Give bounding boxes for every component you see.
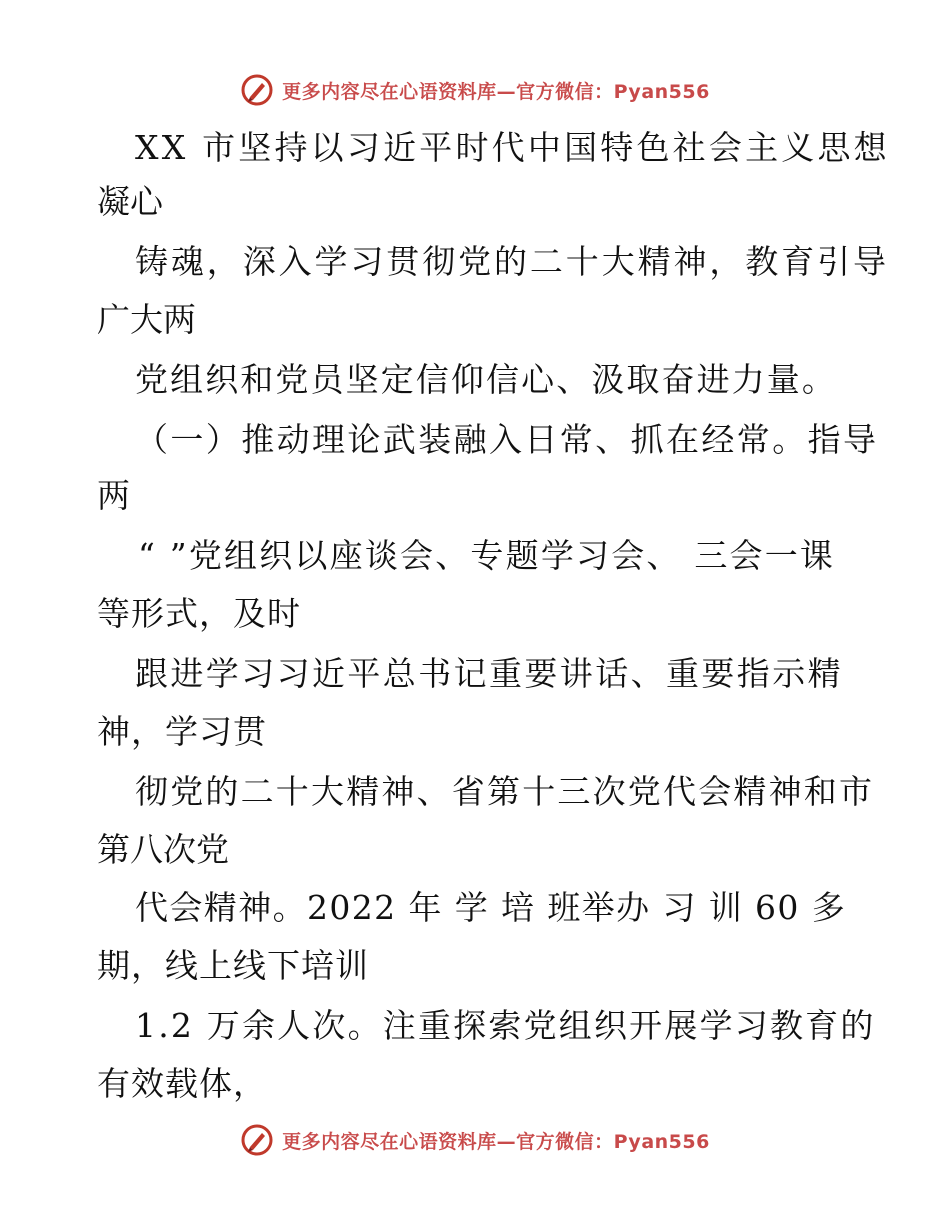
text-line: 第八次党 (97, 830, 229, 869)
text-line: 两 (97, 476, 130, 515)
pen-logo-icon (240, 73, 274, 107)
text-line: 有效载体， (97, 1064, 267, 1103)
text-line: “ ”党组织以座谈会、专题学习会、 三会一课 (138, 536, 836, 575)
watermark-footer (0, 1120, 950, 1160)
text-line: 1.2 万余人次。注重探索党组织开展学习教育的 (135, 1006, 876, 1045)
text-line: 神，学习贯 (97, 712, 267, 751)
text-line: 代会精神。2022 年 学 培 班举办 习 训 60 多 (135, 888, 847, 927)
text-line: 期，线上线下培训 (97, 946, 369, 985)
text-line: 跟进学习习近平总书记重要讲话、重要指示精 (135, 654, 843, 693)
pen-logo-icon (240, 1123, 274, 1157)
text-line: 等形式，及时 (97, 594, 301, 633)
watermark-text: 更多内容尽在心语资料库—官方微信：Pyan556 (282, 1130, 710, 1153)
watermark-text: 更多内容尽在心语资料库—官方微信：Pyan556 (282, 80, 710, 103)
text-line: 广大两 (97, 300, 196, 339)
text-line: XX 市坚持以习近平时代中国特色社会主义思想 (135, 128, 890, 167)
text-line: 铸魂，深入学习贯彻党的二十大精神，教育引导 (135, 242, 889, 281)
text-line: 彻党的二十大精神、省第十三次党代会精神和市 (135, 772, 875, 811)
watermark-header (0, 70, 950, 110)
text-line: （一）推动理论武装融入日常、抓在经常。指导 (135, 420, 879, 459)
text-line: 党组织和党员坚定信仰信心、汲取奋进力量。 (135, 360, 837, 399)
text-line: 凝心 (97, 182, 163, 221)
